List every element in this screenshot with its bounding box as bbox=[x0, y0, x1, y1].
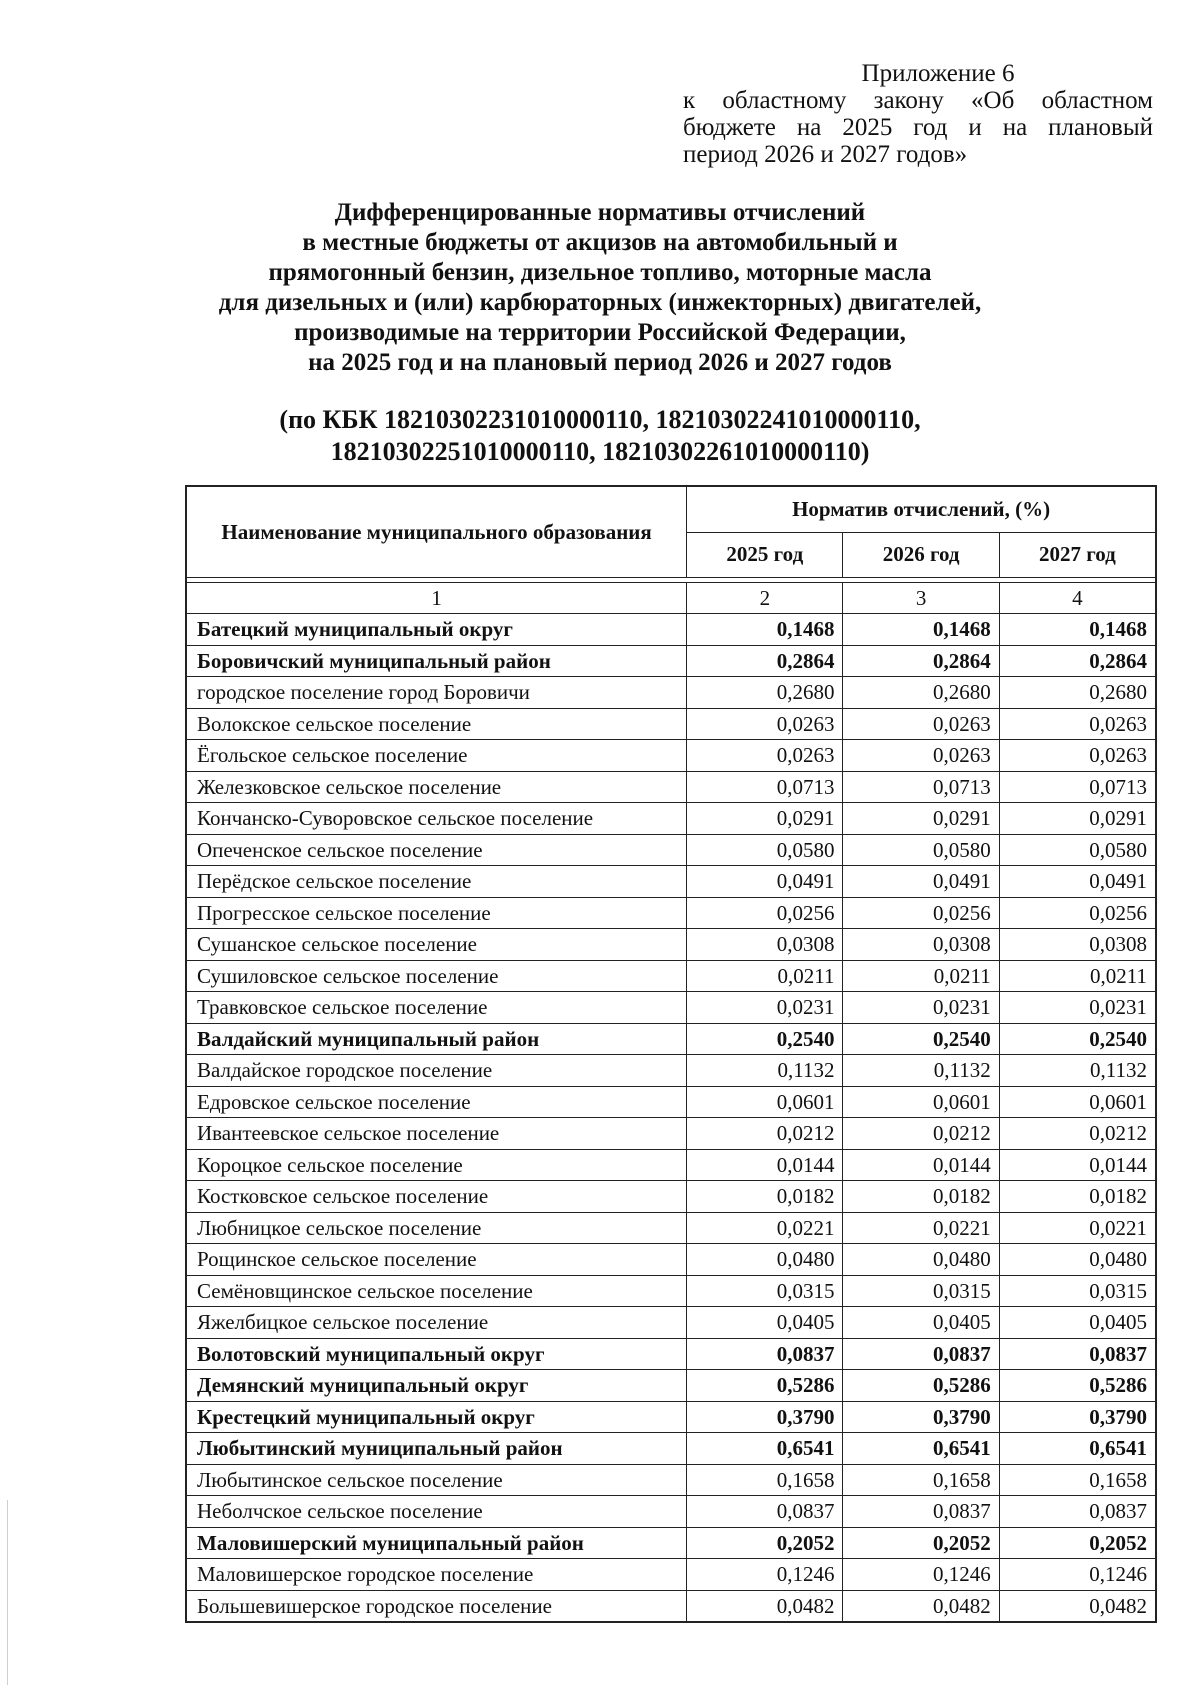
table-row bbox=[186, 1275, 1156, 1307]
norm-value: 0,0231 bbox=[843, 992, 999, 1024]
norm-value: 0,1132 bbox=[843, 1055, 999, 1087]
norm-value: 0,0263 bbox=[999, 740, 1156, 772]
norm-value: 0,5286 bbox=[999, 1370, 1156, 1402]
municipality-name: Ёгольское сельское поселение bbox=[186, 740, 687, 772]
table-row bbox=[186, 771, 1156, 803]
norm-value: 0,1132 bbox=[687, 1055, 843, 1087]
norm-value: 0,0713 bbox=[687, 771, 843, 803]
title-line: прямогонный бензин, дизельное топливо, моторные масла bbox=[268, 259, 932, 286]
norm-value: 0,3790 bbox=[999, 1401, 1156, 1433]
title-line: в местные бюджеты от акцизов на автомобильный и bbox=[302, 229, 898, 256]
table-row bbox=[186, 614, 1156, 646]
norm-value: 0,0221 bbox=[843, 1212, 999, 1244]
norm-value: 0,0480 bbox=[999, 1244, 1156, 1276]
table-row bbox=[186, 1496, 1156, 1528]
municipality-name: Едровское сельское поселение bbox=[186, 1086, 687, 1118]
table-row bbox=[186, 1244, 1156, 1276]
table-row bbox=[186, 803, 1156, 835]
norm-value: 0,2540 bbox=[843, 1023, 999, 1055]
norm-value: 0,0315 bbox=[999, 1275, 1156, 1307]
header-norm: Норматив отчислений, (%) bbox=[687, 486, 1156, 532]
norm-value: 0,0231 bbox=[687, 992, 843, 1024]
title-line: производимые на территории Российской Федерации, bbox=[294, 319, 906, 346]
municipality-name: Яжелбицкое сельское поселение bbox=[186, 1307, 687, 1339]
municipality-name: Неболчское сельское поселение bbox=[186, 1496, 687, 1528]
norm-value: 0,3790 bbox=[687, 1401, 843, 1433]
table-row bbox=[186, 960, 1156, 992]
table-row bbox=[186, 1118, 1156, 1150]
norm-value: 0,0491 bbox=[687, 866, 843, 898]
norm-value: 0,0837 bbox=[843, 1338, 999, 1370]
municipality-name: Любытинское сельское поселение bbox=[186, 1464, 687, 1496]
norm-value: 0,6541 bbox=[687, 1433, 843, 1465]
norms-table bbox=[185, 485, 1157, 1623]
table-row bbox=[186, 1212, 1156, 1244]
norm-value: 0,0837 bbox=[843, 1496, 999, 1528]
municipality-name: Сушанское сельское поселение bbox=[186, 929, 687, 961]
norm-value: 0,0291 bbox=[687, 803, 843, 835]
norm-value: 0,1132 bbox=[999, 1055, 1156, 1087]
norm-value: 0,2052 bbox=[687, 1527, 843, 1559]
norm-value: 0,0231 bbox=[999, 992, 1156, 1024]
norm-value: 0,1658 bbox=[843, 1464, 999, 1496]
norm-value: 0,0837 bbox=[999, 1496, 1156, 1528]
norm-value: 0,0837 bbox=[687, 1338, 843, 1370]
appendix-block bbox=[683, 60, 1153, 168]
municipality-name: Короцкое сельское поселение bbox=[186, 1149, 687, 1181]
table-body bbox=[186, 614, 1156, 1623]
table-row bbox=[186, 1559, 1156, 1591]
norm-value: 0,0580 bbox=[687, 834, 843, 866]
norm-value: 0,0308 bbox=[999, 929, 1156, 961]
table-row bbox=[186, 1338, 1156, 1370]
title-line: для дизельных и (или) карбюраторных (инжекторных) двигателей, bbox=[218, 289, 982, 316]
municipality-name: Крестецкий муниципальный округ bbox=[186, 1401, 687, 1433]
municipality-name: Батецкий муниципальный округ bbox=[186, 614, 687, 646]
norm-value: 0,0601 bbox=[999, 1086, 1156, 1118]
municipality-name: Перёдское сельское поселение bbox=[186, 866, 687, 898]
table-row bbox=[186, 740, 1156, 772]
norm-value: 0,0480 bbox=[687, 1244, 843, 1276]
norm-value: 0,0291 bbox=[843, 803, 999, 835]
norm-value: 0,2680 bbox=[843, 677, 999, 709]
norm-value: 0,0308 bbox=[687, 929, 843, 961]
norm-value: 0,5286 bbox=[843, 1370, 999, 1402]
table-row bbox=[186, 1086, 1156, 1118]
norm-value: 0,0256 bbox=[999, 897, 1156, 929]
table-row bbox=[186, 1181, 1156, 1213]
norm-value: 0,0580 bbox=[999, 834, 1156, 866]
norm-value: 0,0182 bbox=[843, 1181, 999, 1213]
appendix-line: бюджете на 2025 год и на плановый bbox=[683, 114, 1153, 141]
norm-value: 0,6541 bbox=[843, 1433, 999, 1465]
norm-value: 0,0263 bbox=[999, 708, 1156, 740]
norm-value: 0,2540 bbox=[687, 1023, 843, 1055]
norm-value: 0,0580 bbox=[843, 834, 999, 866]
norm-value: 0,2864 bbox=[843, 645, 999, 677]
table-row bbox=[186, 834, 1156, 866]
norm-value: 0,0405 bbox=[999, 1307, 1156, 1339]
norm-value: 0,0713 bbox=[999, 771, 1156, 803]
norm-value: 0,1468 bbox=[843, 614, 999, 646]
norm-value: 0,0211 bbox=[999, 960, 1156, 992]
table-row bbox=[186, 929, 1156, 961]
municipality-name: Любницкое сельское поселение bbox=[186, 1212, 687, 1244]
municipality-name: Опеченское сельское поселение bbox=[186, 834, 687, 866]
norm-value: 0,3790 bbox=[843, 1401, 999, 1433]
kbk-line: 18210302251010000110, 18210302261010000110) bbox=[330, 437, 870, 466]
table-row bbox=[186, 1055, 1156, 1087]
norm-value: 0,0212 bbox=[843, 1118, 999, 1150]
municipality-name: Волотовский муниципальный округ bbox=[186, 1338, 687, 1370]
municipality-name: Маловишерское городское поселение bbox=[186, 1559, 687, 1591]
norm-value: 0,2680 bbox=[687, 677, 843, 709]
appendix-title: Приложение 6 bbox=[861, 60, 1015, 87]
norm-value: 0,2680 bbox=[999, 677, 1156, 709]
norm-value: 0,0601 bbox=[687, 1086, 843, 1118]
norm-value: 0,0405 bbox=[687, 1307, 843, 1339]
table-row bbox=[186, 645, 1156, 677]
municipality-name: Любытинский муниципальный район bbox=[186, 1433, 687, 1465]
header-year: 2025 год bbox=[687, 532, 843, 578]
norm-value: 0,1658 bbox=[999, 1464, 1156, 1496]
norm-value: 0,0837 bbox=[687, 1496, 843, 1528]
table-row bbox=[186, 992, 1156, 1024]
norm-value: 0,1246 bbox=[843, 1559, 999, 1591]
norm-value: 0,0601 bbox=[843, 1086, 999, 1118]
municipality-name: Валдайское городское поселение bbox=[186, 1055, 687, 1087]
norm-value: 0,0482 bbox=[687, 1590, 843, 1622]
table-row bbox=[186, 708, 1156, 740]
title-line: на 2025 год и на плановый период 2026 и 2027 годов bbox=[308, 349, 892, 376]
norm-value: 0,0491 bbox=[999, 866, 1156, 898]
norm-value: 0,6541 bbox=[999, 1433, 1156, 1465]
municipality-name: Волокское сельское поселение bbox=[186, 708, 687, 740]
header-name: Наименование муниципального образования bbox=[186, 486, 687, 578]
municipality-name: Маловишерский муниципальный район bbox=[186, 1527, 687, 1559]
norm-value: 0,2540 bbox=[999, 1023, 1156, 1055]
table-row bbox=[186, 677, 1156, 709]
norm-value: 0,0144 bbox=[999, 1149, 1156, 1181]
municipality-name: Большевишерское городское поселение bbox=[186, 1590, 687, 1622]
column-index: 3 bbox=[843, 583, 999, 614]
norm-value: 0,0308 bbox=[843, 929, 999, 961]
scan-margin-line bbox=[7, 1500, 8, 1685]
table-row bbox=[186, 1590, 1156, 1622]
norm-value: 0,0713 bbox=[843, 771, 999, 803]
municipality-name: Рощинское сельское поселение bbox=[186, 1244, 687, 1276]
norm-value: 0,0491 bbox=[843, 866, 999, 898]
norm-value: 0,0263 bbox=[843, 708, 999, 740]
municipality-name: Демянский муниципальный округ bbox=[186, 1370, 687, 1402]
municipality-name: Костковское сельское поселение bbox=[186, 1181, 687, 1213]
document-title bbox=[150, 198, 1050, 378]
norm-value: 0,1658 bbox=[687, 1464, 843, 1496]
table-row bbox=[186, 866, 1156, 898]
norm-value: 0,0480 bbox=[843, 1244, 999, 1276]
municipality-name: Семёновщинское сельское поселение bbox=[186, 1275, 687, 1307]
norm-value: 0,0256 bbox=[687, 897, 843, 929]
norm-value: 0,2052 bbox=[843, 1527, 999, 1559]
municipality-name: Боровичский муниципальный район bbox=[186, 645, 687, 677]
table-row bbox=[186, 1527, 1156, 1559]
header-year: 2026 год bbox=[843, 532, 999, 578]
table-row bbox=[186, 1370, 1156, 1402]
kbk-line: (по КБК 18210302231010000110, 18210302241010000110, bbox=[279, 405, 921, 434]
municipality-name: Ивантеевское сельское поселение bbox=[186, 1118, 687, 1150]
norm-value: 0,0263 bbox=[687, 708, 843, 740]
norm-value: 0,0144 bbox=[843, 1149, 999, 1181]
table-row bbox=[186, 1307, 1156, 1339]
municipality-name: Травковское сельское поселение bbox=[186, 992, 687, 1024]
norm-value: 0,0482 bbox=[843, 1590, 999, 1622]
norm-value: 0,0221 bbox=[999, 1212, 1156, 1244]
norm-value: 0,2864 bbox=[999, 645, 1156, 677]
municipality-name: Сушиловское сельское поселение bbox=[186, 960, 687, 992]
municipality-name: Железковское сельское поселение bbox=[186, 771, 687, 803]
norm-value: 0,0182 bbox=[999, 1181, 1156, 1213]
municipality-name: Валдайский муниципальный район bbox=[186, 1023, 687, 1055]
norm-value: 0,2052 bbox=[999, 1527, 1156, 1559]
table-row bbox=[186, 1464, 1156, 1496]
norm-value: 0,0144 bbox=[687, 1149, 843, 1181]
norm-value: 0,0221 bbox=[687, 1212, 843, 1244]
norm-value: 0,0405 bbox=[843, 1307, 999, 1339]
norm-value: 0,0211 bbox=[843, 960, 999, 992]
appendix-line: к областному закону «Об областном bbox=[683, 87, 1153, 114]
column-index: 2 bbox=[687, 583, 843, 614]
norm-value: 0,0291 bbox=[999, 803, 1156, 835]
norm-value: 0,0263 bbox=[843, 740, 999, 772]
municipality-name: Прогресское сельское поселение bbox=[186, 897, 687, 929]
norm-value: 0,1246 bbox=[687, 1559, 843, 1591]
norm-value: 0,0182 bbox=[687, 1181, 843, 1213]
norm-value: 0,1468 bbox=[687, 614, 843, 646]
table-row bbox=[186, 1433, 1156, 1465]
table-row bbox=[186, 897, 1156, 929]
norm-value: 0,1468 bbox=[999, 614, 1156, 646]
norm-value: 0,0212 bbox=[687, 1118, 843, 1150]
norm-value: 0,5286 bbox=[687, 1370, 843, 1402]
norm-value: 0,0837 bbox=[999, 1338, 1156, 1370]
kbk-codes bbox=[150, 404, 1050, 468]
norm-value: 0,0256 bbox=[843, 897, 999, 929]
table-row bbox=[186, 1149, 1156, 1181]
title-line: Дифференцированные нормативы отчислений bbox=[334, 199, 866, 226]
municipality-name: Кончанско-Суворовское сельское поселение bbox=[186, 803, 687, 835]
norm-value: 0,0315 bbox=[687, 1275, 843, 1307]
column-index: 1 bbox=[186, 583, 687, 614]
norm-value: 0,0482 bbox=[999, 1590, 1156, 1622]
norm-value: 0,2864 bbox=[687, 645, 843, 677]
appendix-line: период 2026 и 2027 годов» bbox=[683, 141, 968, 168]
column-index: 4 bbox=[999, 583, 1156, 614]
header-year: 2027 год bbox=[999, 532, 1156, 578]
norm-value: 0,1246 bbox=[999, 1559, 1156, 1591]
municipality-name: городское поселение город Боровичи bbox=[186, 677, 687, 709]
norm-value: 0,0263 bbox=[687, 740, 843, 772]
norm-value: 0,0315 bbox=[843, 1275, 999, 1307]
table-row bbox=[186, 1023, 1156, 1055]
norm-value: 0,0211 bbox=[687, 960, 843, 992]
norm-value: 0,0212 bbox=[999, 1118, 1156, 1150]
table-row bbox=[186, 1401, 1156, 1433]
